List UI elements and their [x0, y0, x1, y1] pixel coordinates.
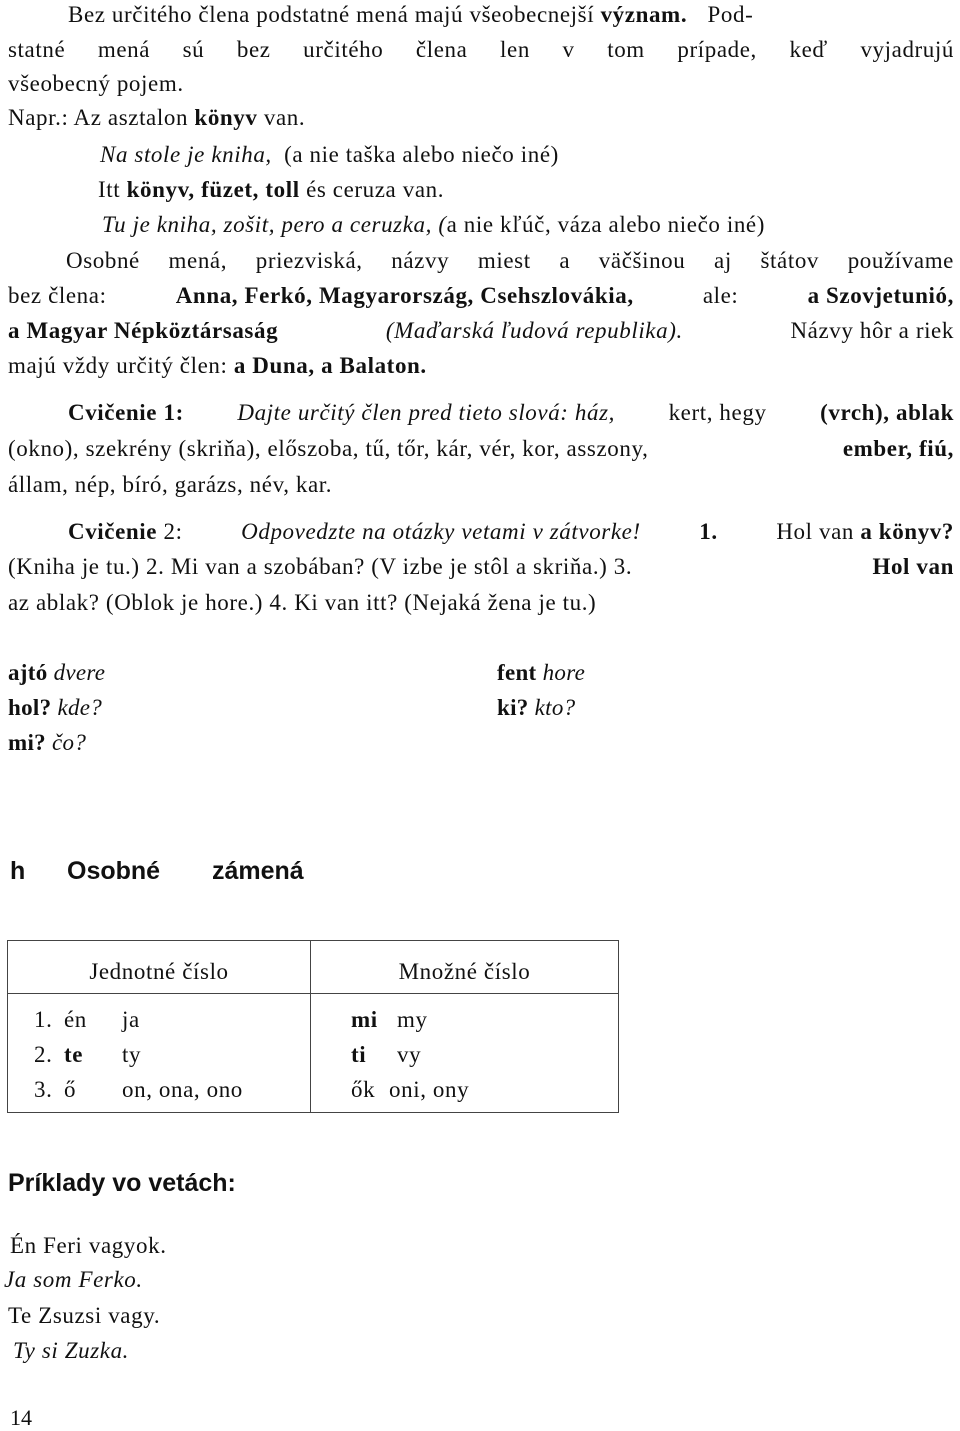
text: Názvy hôr a riek	[790, 318, 954, 343]
exercise1-line1	[68, 399, 954, 427]
table-header-plural	[311, 941, 619, 994]
section-heading	[10, 856, 304, 886]
example1-translation	[100, 141, 559, 169]
paragraph2-line2	[8, 282, 954, 310]
row-num: 1.	[34, 1007, 53, 1032]
example2-line	[98, 176, 444, 204]
text: és ceruza van.	[306, 177, 445, 202]
text: (okno), szekrény (skriňa), előszoba, tű, tőr, kár, vér, kor, asszony,	[8, 436, 649, 461]
vocab-item	[497, 655, 585, 690]
italic-text: Tu je kniha, zošit, pero a ceruzka, (	[102, 212, 447, 237]
text: kert, hegy	[668, 400, 767, 425]
row-num: 2.	[34, 1042, 53, 1067]
pronoun-hu: ő	[64, 1077, 77, 1102]
vocab-sk: kde?	[57, 695, 103, 720]
pronoun-sk: ja	[122, 1007, 140, 1032]
text: (a nie taška alebo niečo iné)	[284, 142, 559, 167]
vocab-item	[8, 690, 105, 725]
vocabulary-left	[8, 655, 105, 760]
row-num: 3.	[34, 1077, 53, 1102]
text: Bez určitého člena podstatné mená majú všeobecnejší	[68, 2, 595, 27]
italic-text: Odpovedzte na otázky vetami v zátvorke!	[241, 519, 641, 544]
paragraph2-line1: Osobné mená, priezviská, názvy miest a väčšinou aj štátov používame	[66, 248, 954, 273]
paragraph1-line3: všeobecný pojem.	[8, 71, 184, 96]
pronoun-hu: te	[64, 1042, 84, 1067]
example2-translation	[102, 211, 765, 239]
vocab-hu: ki?	[497, 695, 529, 720]
example-translation: Ja som Ferko.	[4, 1267, 143, 1292]
table-row	[34, 1037, 310, 1072]
vocab-hu: mi?	[8, 730, 46, 755]
pronoun-hu: én	[64, 1007, 87, 1032]
pronoun-sk: vy	[397, 1042, 422, 1067]
table-row	[351, 1002, 618, 1037]
bold-text: 1.	[699, 519, 718, 544]
paragraph2-line4	[8, 352, 427, 380]
vocab-hu: ajtó	[8, 660, 48, 685]
text: Napr.: Az asztalon	[8, 105, 189, 130]
pronoun-hu: ti	[351, 1042, 367, 1067]
bold-text: ember, fiú,	[842, 436, 954, 461]
exercise-label: Cvičenie	[68, 400, 158, 425]
page-number: 14	[10, 1405, 32, 1430]
bold-text: a Szovjetunió,	[807, 283, 954, 308]
vocab-sk: kto?	[534, 695, 576, 720]
bold-text: a könyv?	[860, 519, 954, 544]
vocab-item	[8, 655, 105, 690]
header-text: Množné číslo	[398, 959, 531, 984]
pronoun-sk: oni, ony	[389, 1077, 470, 1102]
bold-text: Anna, Ferkó, Magyarország, Csehszlovákia,	[175, 283, 634, 308]
exercise-label: Cvičenie	[68, 519, 158, 544]
text: Pod-	[707, 2, 754, 27]
paragraph2-line3	[8, 317, 954, 345]
text: majú vždy určitý člen:	[8, 353, 228, 378]
text: Itt	[98, 177, 121, 202]
vocab-sk: dvere	[53, 660, 106, 685]
bold-text: könyv	[194, 105, 258, 130]
vocab-hu: hol?	[8, 695, 52, 720]
text: a nie kľúč, váza alebo niečo iné)	[446, 212, 766, 237]
exercise2-line2	[8, 553, 954, 581]
heading-part: h	[10, 857, 26, 885]
table-header-singular	[8, 941, 311, 994]
bold-text: könyv, füzet, toll	[126, 177, 300, 202]
pronoun-hu: ők	[351, 1077, 376, 1102]
pronoun-sk: ty	[122, 1042, 142, 1067]
table-row	[34, 1072, 310, 1107]
exercise2-line3: az ablak? (Oblok je hore.) 4. Ki van itt? (Nejaká žena je tu.)	[8, 590, 597, 615]
paragraph1-line1	[68, 1, 753, 29]
pronoun-table	[7, 940, 619, 1113]
italic-text: Na stole je kniha,	[100, 142, 272, 167]
header-text: Jednotné číslo	[89, 959, 229, 984]
example-translation: Ty si Zuzka.	[13, 1338, 130, 1363]
bold-text: a Duna, a Balaton.	[233, 353, 427, 378]
pronoun-sk: my	[397, 1007, 428, 1032]
example-sentence: Én Feri vagyok.	[10, 1233, 167, 1258]
paragraph1-line2: statné mená sú bez určitého člena len v tom prípade, keď vyjadrujú	[8, 37, 954, 62]
table-row	[34, 1002, 310, 1037]
text: bez člena:	[8, 283, 107, 308]
text: van.	[263, 105, 306, 130]
exercise1-line3: állam, nép, bíró, garázs, név, kar.	[8, 472, 333, 497]
exercise1-line2	[8, 435, 954, 463]
bold-text: a Magyar Népköztársaság	[8, 318, 279, 343]
pronoun-sk: on, ona, ono	[122, 1077, 243, 1102]
text: ale:	[702, 283, 739, 308]
examples-heading: Príklady vo vetách:	[8, 1169, 236, 1197]
text: (Kniha je tu.) 2. Mi van a szobában? (V izbe je stôl a skriňa.) 3.	[8, 554, 633, 579]
bold-text: (vrch), ablak	[820, 400, 954, 425]
vocab-item	[8, 725, 105, 760]
exercise2-line1	[68, 518, 954, 546]
table-row	[351, 1037, 618, 1072]
text: Hol van	[776, 519, 854, 544]
vocab-item	[497, 690, 585, 725]
heading-part: Osobné	[67, 857, 161, 885]
vocab-sk: hore	[542, 660, 586, 685]
table-row	[351, 1072, 618, 1107]
heading-part: zámená	[212, 857, 304, 885]
example1-line	[8, 104, 305, 132]
table-cell-plural	[311, 994, 619, 1113]
pronoun-hu: mi	[351, 1007, 378, 1032]
vocab-hu: fent	[497, 660, 537, 685]
italic-text: Dajte určitý člen pred tieto slová: ház,	[237, 400, 616, 425]
vocab-sk: čo?	[52, 730, 87, 755]
table-cell-singular	[8, 994, 311, 1113]
example-sentence: Te Zsuzsi vagy.	[8, 1303, 161, 1328]
exercise-number: 2:	[163, 519, 183, 544]
vocabulary-right	[497, 655, 585, 725]
bold-text: Hol van	[872, 554, 954, 579]
exercise-number: 1:	[163, 400, 184, 425]
italic-text: (Maďarská ľudová republika).	[385, 318, 683, 343]
bold-text: význam.	[600, 2, 688, 27]
